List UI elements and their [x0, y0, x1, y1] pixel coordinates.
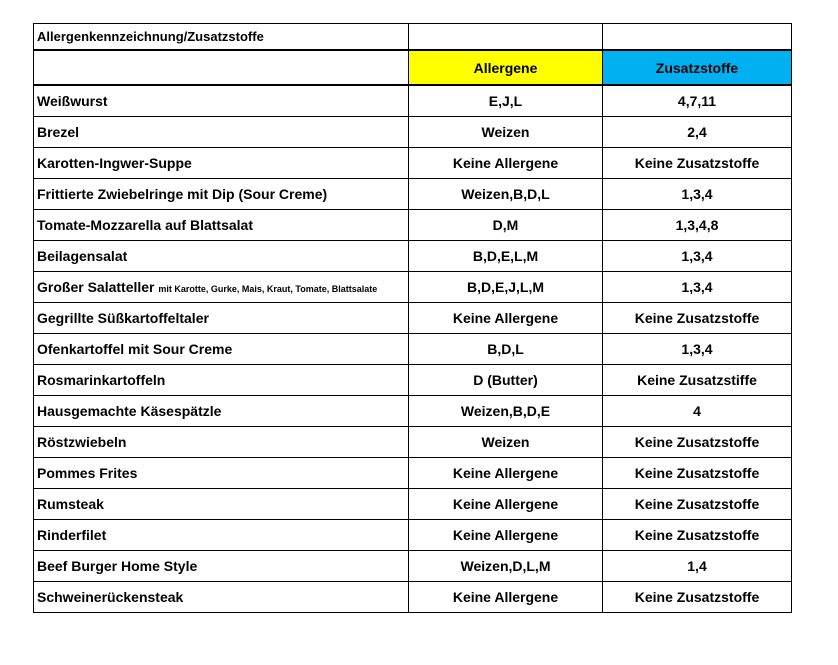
table-row	[34, 427, 792, 458]
zusatzstoffe-cell: 4	[603, 396, 792, 427]
table-row	[34, 148, 792, 179]
dish-name-cell	[34, 582, 409, 613]
dish-name: Schweinerückensteak	[37, 589, 184, 605]
allergene-cell: Weizen,B,D,E	[409, 396, 603, 427]
dish-name-cell	[34, 241, 409, 272]
allergene-cell: Weizen,D,L,M	[409, 551, 603, 582]
zusatzstoffe-cell: Keine Zusatzstoffe	[603, 303, 792, 334]
allergene-cell: B,D,E,L,M	[409, 241, 603, 272]
dish-name: Großer Salatteller	[37, 279, 155, 295]
zusatzstoffe-cell: Keine Zusatzstoffe	[603, 520, 792, 551]
table-title: Allergenkennzeichnung/Zusatzstoffe	[34, 24, 409, 51]
table-row	[34, 179, 792, 210]
allergene-cell: B,D,L	[409, 334, 603, 365]
empty-cell	[409, 24, 603, 51]
table-row	[34, 303, 792, 334]
allergen-table	[33, 23, 792, 613]
dish-name: Ofenkartoffel mit Sour Creme	[37, 341, 233, 357]
dish-name: Rosmarinkartoffeln	[37, 372, 166, 388]
allergene-cell: Keine Allergene	[409, 458, 603, 489]
zusatzstoffe-cell: 1,3,4	[603, 241, 792, 272]
zusatzstoffe-cell: Keine Zusatzstiffe	[603, 365, 792, 396]
allergene-cell: D (Butter)	[409, 365, 603, 396]
empty-cell	[603, 24, 792, 51]
dish-name: Röstzwiebeln	[37, 434, 127, 450]
allergene-cell: Keine Allergene	[409, 489, 603, 520]
allergene-header: Allergene	[409, 50, 603, 85]
table-row	[34, 520, 792, 551]
dish-name-cell	[34, 117, 409, 148]
allergene-cell: Keine Allergene	[409, 582, 603, 613]
allergene-cell: B,D,E,J,L,M	[409, 272, 603, 303]
dish-name: Beef Burger Home Style	[37, 558, 198, 574]
table-row	[34, 396, 792, 427]
dish-name-cell	[34, 85, 409, 117]
dish-name: Hausgemachte Käsespätzle	[37, 403, 222, 419]
dish-name-cell	[34, 458, 409, 489]
table-row	[34, 241, 792, 272]
allergene-cell: Keine Allergene	[409, 520, 603, 551]
allergene-cell: Keine Allergene	[409, 303, 603, 334]
dish-name-cell	[34, 272, 409, 303]
dish-name: Karotten-Ingwer-Suppe	[37, 155, 192, 171]
zusatzstoffe-cell: 2,4	[603, 117, 792, 148]
dish-name: Frittierte Zwiebelringe mit Dip (Sour Creme)	[37, 186, 328, 202]
dish-name-cell	[34, 334, 409, 365]
dish-name-cell	[34, 427, 409, 458]
zusatzstoffe-cell: 1,3,4,8	[603, 210, 792, 241]
zusatzstoffe-cell: 1,3,4	[603, 179, 792, 210]
allergene-cell: Keine Allergene	[409, 148, 603, 179]
dish-name-cell	[34, 148, 409, 179]
table-row	[34, 334, 792, 365]
zusatzstoffe-cell: 1,3,4	[603, 334, 792, 365]
dish-name: Rinderfilet	[37, 527, 107, 543]
dish-name-cell	[34, 551, 409, 582]
dish-name: Rumsteak	[37, 496, 104, 512]
dish-name-cell	[34, 179, 409, 210]
allergene-cell: Weizen,B,D,L	[409, 179, 603, 210]
table-row	[34, 551, 792, 582]
dish-name-cell	[34, 520, 409, 551]
table-header-row	[34, 50, 792, 85]
zusatzstoffe-cell: Keine Zusatzstoffe	[603, 582, 792, 613]
zusatzstoffe-cell: 1,3,4	[603, 272, 792, 303]
zusatzstoffe-cell: Keine Zusatzstoffe	[603, 148, 792, 179]
empty-cell	[34, 50, 409, 85]
dish-name: Gegrillte Süßkartoffeltaler	[37, 310, 209, 326]
dish-name: Beilagensalat	[37, 248, 128, 264]
allergene-cell: E,J,L	[409, 85, 603, 117]
table-title-row	[34, 24, 792, 51]
table-row	[34, 85, 792, 117]
table-row	[34, 582, 792, 613]
allergene-cell: D,M	[409, 210, 603, 241]
dish-name-cell	[34, 396, 409, 427]
table-row	[34, 489, 792, 520]
allergene-cell: Weizen	[409, 427, 603, 458]
table-row	[34, 117, 792, 148]
zusatzstoffe-cell: 4,7,11	[603, 85, 792, 117]
zusatzstoffe-header: Zusatzstoffe	[603, 50, 792, 85]
zusatzstoffe-cell: Keine Zusatzstoffe	[603, 458, 792, 489]
table-row	[34, 210, 792, 241]
zusatzstoffe-cell: 1,4	[603, 551, 792, 582]
dish-name-cell	[34, 210, 409, 241]
dish-name-cell	[34, 489, 409, 520]
allergene-cell: Weizen	[409, 117, 603, 148]
zusatzstoffe-cell: Keine Zusatzstoffe	[603, 427, 792, 458]
table-row	[34, 458, 792, 489]
dish-name-cell	[34, 365, 409, 396]
dish-note: mit Karotte, Gurke, Mais, Kraut, Tomate, Blattsalate	[158, 284, 378, 294]
dish-name: Weißwurst	[37, 93, 108, 109]
dish-name: Tomate-Mozzarella auf Blattsalat	[37, 217, 254, 233]
table-row	[34, 272, 792, 303]
table-row	[34, 365, 792, 396]
dish-name: Pommes Frites	[37, 465, 138, 481]
dish-name-cell	[34, 303, 409, 334]
dish-name: Brezel	[37, 124, 80, 140]
zusatzstoffe-cell: Keine Zusatzstoffe	[603, 489, 792, 520]
